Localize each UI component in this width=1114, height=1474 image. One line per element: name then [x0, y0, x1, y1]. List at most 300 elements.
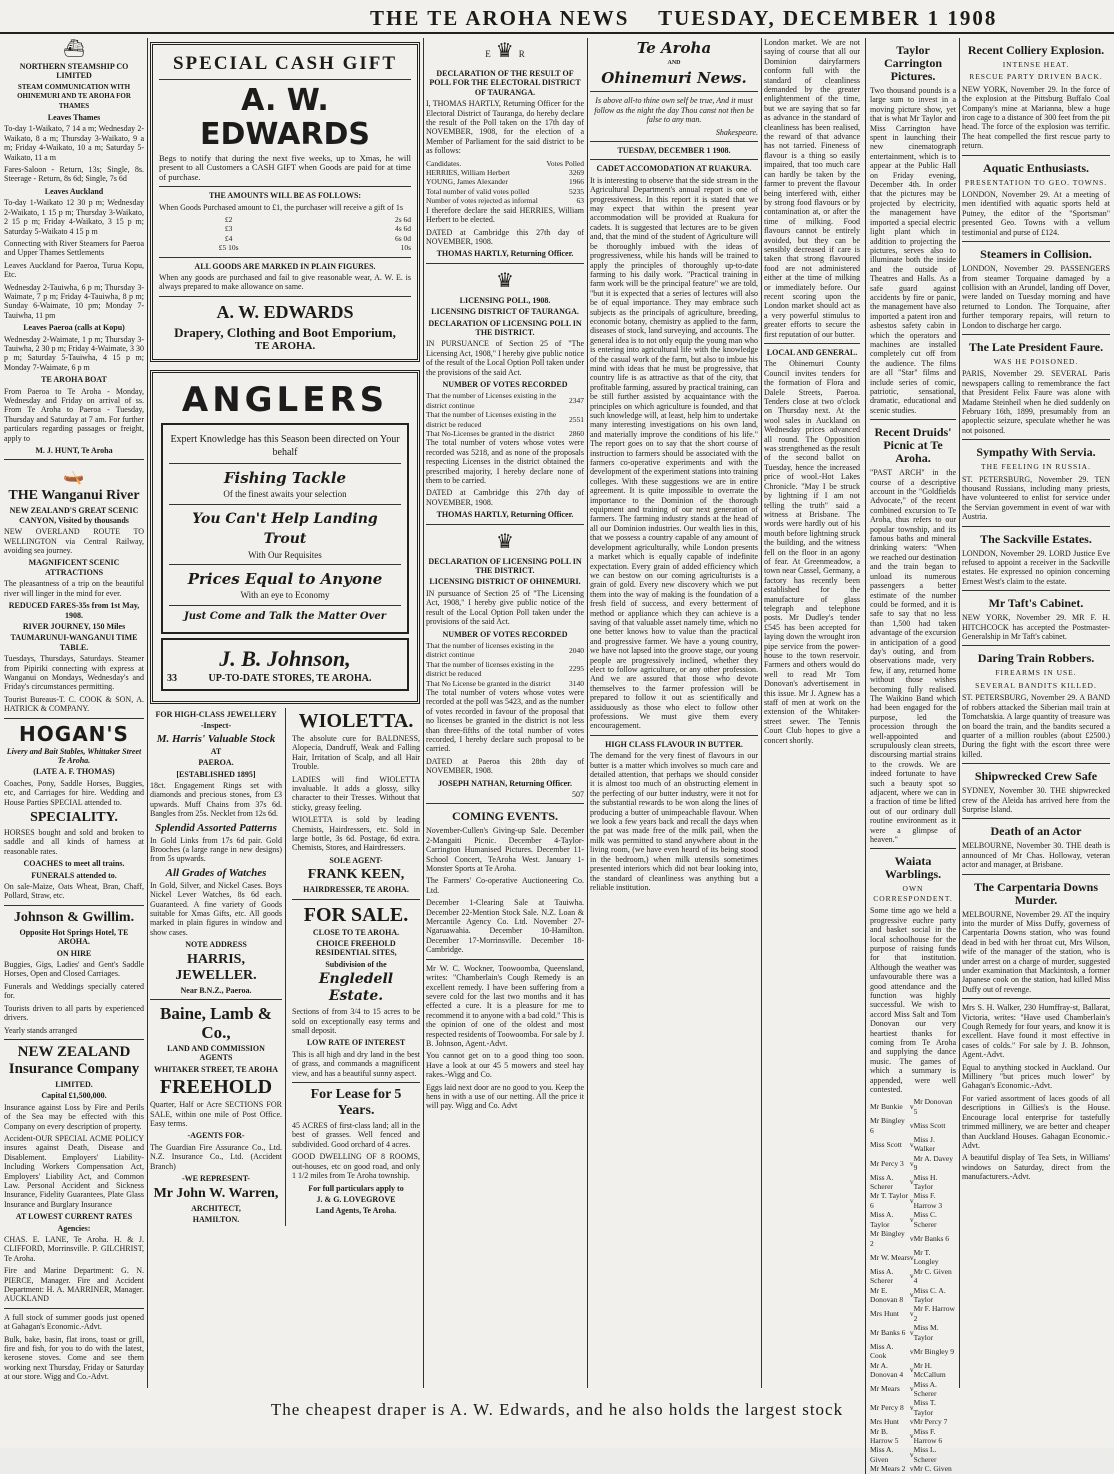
table-cell: Mr Banks 6: [913, 1233, 950, 1243]
candidates-table: [426, 159, 584, 206]
divider: [870, 419, 956, 420]
tauiwha-times: Wednesday 2-Tauiwha, 6 p m; Thursday 3-Waimate, 7 p m; Friday 4-Tauiwha, 8 p m; Sunday 6-Waimate, 10 pm; Monday 7-Tauiwha, 11 pm: [4, 282, 144, 320]
divider: [169, 504, 401, 505]
butter-continued: [764, 38, 860, 1474]
table-cell: Mr B. Harrow 5: [870, 1426, 899, 1446]
coming-events-title: COMING EVENTS.: [451, 809, 558, 824]
low-rate: LOW RATE OF INTEREST: [306, 1038, 406, 1048]
anglers-ad: [150, 370, 420, 704]
steamship-icon: ⛴: [63, 39, 85, 59]
table-cell: Mr F. Harrow 2: [913, 1304, 955, 1323]
sole-agent: SOLE AGENT-: [329, 855, 383, 865]
divider: [426, 803, 584, 804]
faure-title: The Late President Faure.: [968, 339, 1104, 354]
edwards-name: A. W. EDWARDS: [200, 83, 370, 152]
prices-equal: Prices Equal to Anyone: [187, 570, 383, 589]
colliery-sub: INTENSE HEAT.: [1002, 60, 1070, 69]
leaves-auckland: Leaves Auckland: [44, 186, 104, 196]
paper-name-2: Ohinemuri News.: [601, 69, 747, 88]
jb-num: 33: [167, 672, 177, 684]
divider: [590, 735, 758, 736]
hogans-ad: [4, 723, 144, 901]
divider: [962, 439, 1110, 440]
close-to: CLOSE TO TE AROHA.: [312, 927, 400, 937]
divider: [962, 155, 1110, 156]
harris-stock: M. Harris' Valuable Stock: [156, 732, 276, 745]
capital: Capital £1,500,000.: [41, 1091, 107, 1101]
dated-3: DATED at Paeroa this 28th day of NOVEMBER, 1908.: [426, 756, 584, 776]
variety-advt: For varied assortment of laces goods of all descriptions in Gillies's is the House. Encourage local enterprise for tastefully trimmed millinery, we are better and cheaper than Auckland Houses. Gahagan Economic.-Advt.: [962, 1093, 1110, 1150]
column-1: [4, 38, 144, 1383]
column-6: [962, 38, 1110, 1383]
licensing-district: LICENSING DISTRICT OF TAURANGA.: [431, 307, 579, 317]
table-cell: Mr T. Taylor 6: [870, 1191, 909, 1210]
full-particulars: For full particulars apply to: [308, 1183, 404, 1193]
wanganui-attractions: MAGNIFICENT SCENIC ATTRACTIONS: [28, 558, 120, 577]
declaration-text: I, THOMAS HARTLY, Returning Officer for the Electoral District of Tauranga, do hereby declare the result of the Poll taken on the 17th day of NOVEMBER, 1908, for the election of a Member of Parliament for the said district to be as follows:: [426, 99, 584, 156]
on-sale-note: On sale-Maize, Oats Wheat, Bran, Chaff, Pollard, Straw, etc.: [4, 882, 144, 901]
table-cell: v: [909, 1177, 914, 1187]
table-cell: Mr C. Given: [913, 1464, 952, 1474]
kopu-leaves: Leaves Paeroa (calls at Kopu): [23, 323, 125, 333]
table-cell: Miss L. Scherer: [913, 1445, 937, 1464]
faure-text: PARIS, November 29. SEVERAL Paris newspapers calling to remembrance the fact that President Felix Faure was alone with Madame Steinheil when he died suddenly on February 16th, 1899, presumably from an apoplectic seizure, speculate whether he was not poisoned.: [962, 369, 1110, 435]
declaration-3: DECLARATION OF LICENSING POLL IN THE DISTRICT.: [428, 556, 582, 576]
baine-lamb: Baine, Lamb & Co.,: [160, 1004, 272, 1043]
table-row: [870, 1380, 956, 1399]
table-cell: Miss C. Scherer: [913, 1210, 937, 1229]
robbers-sub: FIREARMS IN USE.: [995, 668, 1077, 678]
farmers-coop: The Farmers' Co-operative Auctioneering Co. Ltd.: [426, 876, 584, 895]
table-cell: Miss A. Taylor: [870, 1210, 894, 1229]
whitaker-st: WHITAKER STREET, TE AROHA: [153, 1064, 279, 1074]
paper-name-1: Te Aroha: [636, 39, 712, 57]
table-cell: Miss A. Cook: [870, 1341, 894, 1361]
butter-cont-text: London market. We are not saying of course that all our Dominion dairyfarmers conform full with the standard of cleanliness demanded by the greater enlightenment of the time, but we are saying that so far as advance in the standard of cleanliness has been realised, the reward of that advance has not tarried. Fineness of flavour is a thing so easily impaired, that too much care can hardly be taken by the farmer to prevent the flavour being interfered with, either by strong food flavours or by contamination at, or after the time of milking. Food flavours cannot be entirely avoided, but they can be sensibly decreased if care is taken that strong flavoured food are not administered either at the time of milking or immediately before. Our recent scoring upon the London market should act as a very powerful stimulus to greater efforts to secure the first reputation of our butter.: [764, 38, 860, 339]
landing-sub: With Our Requisites: [248, 549, 322, 560]
taylor-title: Taylor Carrington Pictures.: [884, 43, 942, 83]
butter-title: HIGH CLASS FLAVOUR IN BUTTER.: [605, 739, 743, 749]
table-row: [870, 1154, 956, 1173]
licensing-ohinemuri: LICENSING DISTRICT OF OHINEMURI.: [429, 577, 581, 587]
table-cell: Miss A. Scherer: [913, 1379, 937, 1398]
table-row: [870, 1173, 956, 1192]
servia-sub: THE FEELING IN RUSSIA.: [981, 462, 1091, 472]
editorial-date: TUESDAY, DECEMBER 1 1908.: [617, 146, 731, 156]
sections-text: Sections of from 3/4 to 15 acres to be sold on exceptionally easy terms and small deposit.: [292, 1007, 420, 1036]
tourist-bureau: Tourist Bureaus-T. C. COOK & SON, A. HATRICK & COMPANY.: [4, 694, 144, 714]
goods-marked: ALL GOODS ARE MARKED IN PLAIN FIGURES.: [194, 261, 376, 271]
faure-sub: WAS HE POISONED.: [993, 356, 1079, 366]
colliery-text: NEW YORK, November 29. In the force of the explosion at the Pittsburg Buffalo Coal Company's mine at Marianna, blew a huge iron cage to a distance of 300 feet from the pit head. The force of the explosion was terrific. The heat compelled the first rescue party to return.: [962, 84, 1110, 151]
table-row: [870, 1135, 956, 1154]
table-row: HERRIES, William Herbert 3269: [426, 168, 584, 178]
number-recorded-2: NUMBER OF VOTES RECORDED: [442, 629, 568, 639]
frank-keen: FRANK KEEN,: [307, 867, 405, 883]
paeroa-note: Leaves Auckland for Paeroa, Turua Kopu, Etc.: [4, 260, 144, 280]
colliery-sub-2: RESCUE PARTY DRIVEN BACK.: [969, 72, 1103, 82]
table-cell: Mr Donovan 5: [913, 1097, 953, 1116]
table-cell: Miss J. Walker: [913, 1135, 936, 1154]
table-cell: Mr A. Davey 9: [913, 1153, 953, 1173]
inspect: -Inspect-: [200, 721, 232, 731]
royal-crest: [426, 529, 584, 555]
divider: [962, 241, 1110, 242]
kopu-times: Wednesday 2-Waimate, 1 p m; Thursday 3-Tauiwha, 2 30 p m; Friday 4-Waimate, 3 30 p m; Saturday 5-Tauiwha, 4 15 p m; Monday 7-Waimate, 6 p m: [4, 334, 144, 372]
divider: [870, 848, 956, 849]
steam-service: STEAM COMMUNICATION WITH OHINEMURI AND TE AROHA FOR THAMES: [17, 82, 131, 110]
cadet-text: It is interesting to observe that the side stream in the Agricultural Department's annual report is one of progressiveness. In this report it is stated that we may expect that within the present year accommodation will be provided at Ruakura for cadets. It is suggested that lectures are to be given and, that the mind of the student of Agriculture will be thoroughly imbued with the ideas of progressiveness, while his hands will be trained to apply the principles of thoroughly up-to-date farming to his daily work. "Practical training in farm work will be the principal feature" we are told, "but it is expected that a series of lectures will also be of equal importance. They may embrace such subjects as the principals of agriculture, breeding, economic botany, chemistry as applied to the farm, diseases of stock, land surveying, and accounts. The general idea is to not only equip the young man who is entering into agricultural life with the knowledge of the casual work of the farm, but also to imbue his mind with ideas that he must be progressive, that country life is as attractive as that of the city, that profitable farming, assured by practical training, can be still further assisted by acquaintance with the principles on which agriculture is founded, and that such knowledge will, at least, help him to undertake many interesting investigations on his own land, and materially improve the conditions of his life." The report goes on to say that the short course of instruction to farmers should be associated with the farmers co-operative experiments and with the development of the experiment stations into training colleges. With these suggestions we are in entire agreement. It is quite impossible to overrate the importance to the Dominion of the thorough equipment and training of our next generation of farmers. The farming industry stands at the head of all our Dominion industries. Our wealth lies in this, that we possess a country capable of any amount of development agriculturally, while London presents a market which is equally capable of indefinite expectation. Every grain of added efficiency which we can bestow on our coming agriculturists is a grain of gold. Every new discovery which we put them into the way of making is the foundation of a fresh field of success, and every betterment of method or appliance which they can achieve is a saving of that valuable asset namely time, which no one better knows how to value than the practical and progressive farmer. We have a young country, we have not lapsed into the groove stage, our young people are progressively inclined, whether they elect to follow agriculture, or any other profession. And we are assured that those who devote themselves to the farmer profession will be prepared to follow it out as scientifically and assiduously as those who elect to follow other professions. We must give them every encouragement.: [590, 175, 758, 731]
table-cell: Miss F. Harrow 3: [913, 1191, 943, 1210]
table-cell: v: [909, 1417, 914, 1427]
land-agents: LAND AND COMMISSION AGENTS: [167, 1044, 265, 1063]
actor-text: MELBOURNE, November 30. THE death is announced of Mr Chas. Holloway, veteran actor and manager, at Brisbane.: [962, 841, 1110, 870]
carpentaria-text: MELBOURNE, November 29. AT the inquiry into the murder of Miss Duffy, governess of Carpentaria Downs station, who was found dead in bed with her throat cut, Mrs Wilson, wife of the manager of the station, who is under arrest on a charge of murder, suggested under examination that Mackintosh, a former Japanese cook on the station, had killed Miss Duffy out of revenge.: [962, 909, 1110, 994]
declaration-title: DECLARATION OF THE RESULT OF POLL FOR THE ELECTORAL DISTRICT OF TAURANGA.: [429, 69, 581, 97]
divider: [764, 343, 860, 344]
pursuance: IN PURSUANCE of Section 25 of "The Licensing Act, 1908," I hereby give public notice of the result of the Local Option Poll taken under the provisions of the said Act.: [426, 339, 584, 377]
table-cell: Mr Mears: [870, 1384, 900, 1394]
summer-goods-advt: A full stock of summer goods just opened at Gahagan's Economic.-Advt.: [4, 1312, 144, 1332]
declare-elected: I therefore declare the said HERRIES, William Herbert to be elected.: [426, 205, 584, 225]
established: [ESTABLISHED 1895]: [176, 769, 256, 779]
table-cell: v: [909, 1102, 914, 1112]
divider: [590, 141, 758, 142]
edwards-name-2: A. W. EDWARDS: [216, 301, 354, 322]
dated-1: DATED at Cambridge this 27th day of NOVEMBER, 1908.: [426, 227, 584, 246]
table-cell: Miss F. Harrow 6: [913, 1426, 943, 1446]
table-cell: v: [909, 1271, 914, 1281]
returning-2: THOMAS HARTLY, Returning Officer.: [436, 510, 574, 520]
wioletta-ad: [292, 708, 420, 1226]
steamship-ad: [4, 38, 144, 455]
table-row: £4 6s 0d: [224, 233, 411, 243]
table-row: That the number of licenses existing in the district be reduced 2295: [426, 659, 584, 679]
waiata-title: Waiata Warblings.: [884, 854, 942, 882]
table-row: [870, 1097, 956, 1116]
ohinemuri-table: [426, 641, 584, 688]
druids-text: "PAST ARCH" in the course of a descriptive account in the "Goldfields Advocate," of the recent combined excursion to Te Aroha, thus refers to our popular township, and its famous baths and mineral drinking waters: "When we reached our destination and the train began to unload its numerous passengers a better estimate of the number could be formed, and it is safe to say that no less than 1,500 had taken advantage of the excursion in anticipation of a good day's outing, and from observations made, very few, if any, returned home without those wishes becoming fully realised. The Waikino Band which had been engaged for the purpose, led the procession through the well-appointed and scrupulously clean streets, discoursing martial strains to the crowds. We are indeed fortunate to have such a beauty spot so adjacent, where we can in a fraction of time be lifted out of our ordinary dull routine environment as it were a glimpse of heaven.": [870, 468, 956, 845]
table-row: [870, 1304, 956, 1323]
thames-times: To-day 1-Waikato, 7 14 a m; Wednesday 2-Waikato, 8 a m; Thursday 3-Waikato, 9 a m; Friday 4-Waikato, 10 a m; Saturday 5-Waikato, 11 a m: [4, 124, 144, 162]
hairdresser: HAIRDRESSER, TE AROHA.: [303, 885, 409, 895]
amounts-table: [159, 215, 411, 253]
te-aroha-boat: TE AROHA BOAT: [41, 375, 107, 385]
table-row: YOUNG, James Alexander 1966: [426, 177, 584, 187]
table-row: That the number of Licenses existing in the district continue 2347: [426, 391, 584, 410]
table-cell: Mr H. McCallum: [913, 1360, 946, 1380]
goods-note: When any goods are purchased and fail to give reasonable wear, A. W. E. is always prepared to make allowance on same.: [159, 273, 411, 292]
masthead: [370, 6, 998, 31]
agencies: Agencies:: [57, 1223, 91, 1233]
hogans-sub: Livery and Bait Stables, Whittaker Street Te Aroha.: [6, 746, 142, 765]
servia-title: Sympathy With Servia.: [976, 445, 1096, 460]
harris-jeweller: HARRIS, JEWELLER.: [175, 951, 257, 983]
table-cell: Mrs Hunt: [870, 1309, 899, 1319]
auckland-times: To-day 1-Waikato 12 30 p m; Wednesday 2-Waikato, 1 15 p m; Thursday 3-Waikato, 2 15 p m; Friday 4-Waikato, 3 15 p m; Saturday 5-Waikato 4 15 p m: [4, 198, 144, 236]
johnson-sub: Opposite Hot Springs Hotel, TE AROHA.: [19, 927, 129, 947]
watches-text: In Gold, Silver, and Nickel Cases. Boys Nickel Lever Watches, 8s 6d each. Guaranteed. A fine variety of Goods suitable for Xmas Gifts, etc. All goods marked in plain figures in window and show cases.: [150, 880, 282, 937]
paper-name-and: AND: [667, 60, 681, 66]
column-divider: [587, 38, 588, 1388]
divider: [169, 564, 401, 565]
wioletta-ladies: LADIES will find WIOLETTA invaluable. It adds a glossy, silky character to their Tresses. Without that sticky, greasy feeling.: [292, 774, 420, 812]
table-row: That No-Licenses be granted in the district 2860: [426, 429, 584, 438]
masthead-rule: [0, 32, 1114, 34]
divider: [159, 186, 411, 187]
river-journey: RIVER JOURNEY, 150 Miles: [22, 621, 126, 631]
divider: [590, 91, 758, 92]
divider: [962, 763, 1110, 764]
table-cell: Miss M. Taylor: [913, 1323, 939, 1342]
table-cell: Mr T. Longley: [913, 1247, 939, 1267]
connecting-note: Connecting with River Steamers for Paeroa and Upper Thames Settlements: [4, 238, 144, 258]
table-row: [870, 1229, 956, 1248]
harris-near: Near B.N.Z., Paeroa.: [180, 985, 252, 995]
divider: [590, 159, 758, 160]
table-row: [870, 1210, 956, 1229]
divider: [962, 818, 1110, 819]
steamers-title: Steamers in Collision.: [980, 247, 1092, 262]
steamers-text: LONDON, November 29. PASSENGERS from steamer Torquaine damaged by a collision with an Arundel, landing off Dover, were landed on Tuesday morning and have returned to London. The Torquaine, after further temporary repairs, will return to London to discharge her cargo.: [962, 264, 1110, 330]
johnson-gwillim-ad: [4, 910, 144, 1035]
divider: [159, 296, 411, 297]
walker-advt: Mrs S. H. Walker, 230 Humffray-st, Ballarat, Victoria, writes: "Have used Chamberlain's Cough Remedy for four years, and know it is excellent. Have found it most effective in cases of colds." For sale by J. B. Johnson, Agent.-Advt.: [962, 1003, 1110, 1060]
masthead-date: TUESDAY, DECEMBER 1 1908: [658, 6, 998, 30]
divider: [159, 79, 411, 80]
divider: [426, 524, 584, 525]
high-dry: This is all high and dry land in the best of grass, and commands a magnificent view, and has a beautiful sunny aspect.: [292, 1049, 420, 1078]
table-row: [870, 1427, 956, 1446]
aquatic-title: Aquatic Enthusiasts.: [982, 160, 1090, 175]
table-cell: Miss C. A. Taylor: [913, 1285, 946, 1304]
tourists-note: Tourists driven to all parts by experienced drivers.: [4, 1003, 144, 1023]
edwards-intro: Begs to notify that during the next five weeks, up to Xmas, he will present to all Customers a CASH GIFT when Goods are paid for at time of purchase.: [159, 153, 411, 182]
table-cell: v: [909, 1431, 914, 1441]
table-cell: Miss T. Taylor: [913, 1398, 936, 1417]
subdivision: Subdivision of the: [325, 959, 387, 969]
table-row: Candidates. Votes Polled: [426, 158, 584, 168]
table-cell: v: [909, 1450, 914, 1460]
crown-icon: ♛: [495, 40, 514, 62]
bulk-advt: Bulk, bake, basin, flat irons, toast or grill, fire and fish, for you to do with the latest, kerosene stoves. Come and see them working next Thursday, Friday or Saturday at our store. Wigg and Co.-Advt.: [4, 1334, 144, 1382]
table-cell: Mr A. Donovan 4: [870, 1360, 904, 1380]
table-cell: Mr Banks 6: [870, 1327, 906, 1337]
table-row: [870, 1464, 956, 1473]
divider: [292, 899, 420, 900]
shipwreck-title: Shipwrecked Crew Safe: [974, 769, 1098, 784]
on-hire-text: Buggies, Gigs, Ladies' and Gent's Saddle Horses, Open and Closed Carriages.: [4, 960, 144, 979]
table-cell: v: [909, 1464, 914, 1474]
johnson-title: Johnson & Gwillim.: [13, 909, 135, 925]
steamship-name: NORTHERN STEAMSHIP CO LIMITED: [19, 62, 129, 81]
speciality-title: SPECIALITY.: [30, 810, 118, 825]
divider: [169, 463, 401, 464]
column-divider: [959, 38, 960, 1388]
table-row: [870, 1248, 956, 1267]
table-row: Total number of valid votes polled 5235: [426, 186, 584, 196]
table-row: That the number of Licenses existing in the district be reduced 2551: [426, 410, 584, 429]
divider: [150, 999, 282, 1000]
table-row: [870, 1361, 956, 1380]
john-warren: Mr John W. Warren,: [153, 1185, 279, 1201]
robbers-sub-2: SEVERAL BANDITS KILLED.: [975, 680, 1097, 690]
declaration-2: DECLARATION OF LICENSING POLL IN THE DISTRICT.: [428, 318, 582, 337]
column-5: [764, 38, 956, 1474]
weddings-note: Funerals and Weddings specially catered for.: [4, 981, 144, 1001]
table-row: [870, 1445, 956, 1464]
tea-advt: A beautiful display of Tea Sets, in Williams' windows on Saturday, direct from the manufacturers.-Advt.: [962, 1153, 1110, 1182]
sackville-title: The Sackville Estates.: [980, 531, 1092, 546]
jewellery-text: 18ct. Engagement Rings set with diamonds and precious stones, from £3 upwards. Muff Chains from 37s 6d. Bangles from 25s. Necklet from 12s 6d.: [150, 780, 282, 819]
table-row: £3 4s 6d: [224, 224, 411, 234]
taft-text: NEW YORK, November 29. MR F. H. HITCHCOCK has accepted the Postmaster-Generalship in Mr Taft's cabinet.: [962, 613, 1110, 642]
landing-trout: You Can't Help Landing Trout: [192, 510, 378, 547]
servia-text: ST. PETERSBURG, November 29. TEN thousand Russians, including many priests, have volunteered to enlist for service under the Servian government in event of war with Austria.: [962, 474, 1110, 522]
footer-advert: The cheapest draper is A. W. Edwards, and he also holds the largest stock: [270, 1400, 844, 1419]
divider: [962, 334, 1110, 335]
choice-freehold: CHOICE FREEHOLD RESIDENTIAL SITES,: [315, 939, 397, 958]
wanganui-route: NEW OVERLAND ROUTE TO WELLINGTON via Central Railway, avoiding sea journey.: [4, 527, 144, 556]
events-list: November-Cullen's Giving-up Sale. December 2-Mangaiti Picnic. December 4-Taylor-Carrington Humanised Pictures. December 11-School Concert, TeAroha West. January 1-Monster Sports at Te Aroha.: [426, 826, 584, 874]
ad-number: 507: [572, 790, 584, 799]
table-cell: Mr Bunkie: [870, 1102, 903, 1112]
jb-stores-row: [167, 674, 403, 683]
we-represent: -WE REPRESENT-: [182, 1174, 250, 1184]
masthead-title: THE TE AROHA NEWS: [370, 6, 630, 30]
jb-johnson-box: [161, 638, 409, 691]
table-row: [870, 1286, 956, 1305]
shipwreck-text: SYDNEY, November 30. THE shipwrecked crew of the Aleida has arrived here from the Surprise Island.: [962, 786, 1110, 814]
note-address: NOTE ADDRESS: [185, 940, 247, 950]
divider: [292, 1082, 420, 1083]
table-cell: v: [909, 1327, 914, 1337]
total-2: The total number of voters whose votes were recorded at the poll was 5423, and as the number of votes recorded in favour of the proposal that no licenses be granted in the district is not less than three-fifths of the total number of votes recorded, I hereby declare such proposal to be carried.: [426, 687, 584, 754]
table-cell: Miss A. Scherer: [870, 1266, 894, 1286]
table-row: [870, 1116, 956, 1135]
divider: [426, 263, 584, 264]
marine-dept: Fire and Marine Department: G. N. PIERCE, Manager. Fire and Accident Department: H. A. MARRINER, Manager. AUCKLAND: [4, 1266, 144, 1304]
just-come: Just Come and Talk the Matter Over: [184, 610, 386, 622]
col5-top: [764, 38, 956, 1474]
table-cell: v: [909, 1139, 914, 1149]
table-cell: Mr Bingley 9: [913, 1346, 955, 1356]
wioletta-text: The absolute cure for BALDNESS, Alopecia, Dandruff, Weak and Falling Hair, Irritation of Scalp, and all Hair Trouble.: [292, 733, 420, 772]
table-cell: Mr Mears 2: [870, 1464, 906, 1474]
table-cell: v: [909, 1158, 914, 1168]
table-cell: v: [909, 1290, 914, 1300]
taumarunui-title: TAUMARUNUI-WANGANUI TIME TABLE.: [10, 633, 138, 652]
divider: [4, 1039, 144, 1040]
divider: [962, 645, 1110, 646]
guardian: The Guardian Fire Assurance Co., Ltd. N.Z. Insurance Co., Ltd. (Accident Branch): [150, 1142, 282, 1171]
butter-text: The demand for the very finest of flavours in our butter is a matter which involves so much care and detailed attention, that perhaps we should consider it is almost too much of an obstructing element in the perfecting of our butter industry, were it not for the substantial rewards to be won along the lines of producing a butter of unimpeachable flavour. When we look a few years back and recall the days when the pat was made free of the milk pail, when the milk was permitted to stand anywhere about in the living room, (we have even heard of its being stood in the bedroom,) when milk utensils sometimes presented interiors which did not bear looking into, the standard of cleanliness was anything but a reliable institution.: [590, 751, 758, 892]
good-dwelling: GOOD DWELLING OF 8 ROOMS, out-houses, etc on good road, and only 1 1/2 miles from Te Aroha township.: [292, 1152, 420, 1181]
waiata-corr: OWN CORRESPONDENT.: [873, 884, 953, 903]
column-3: [426, 38, 584, 1383]
netting-advt: Eggs laid next door are no good to you. Keep the hens in with a use of our netting. All the price it will pay. Wigg and Co. Advt: [426, 1082, 584, 1111]
equal-advt: Equal to anything stocked in Auckland. Our Millinery "but prices much lower" by Gahagan's Economic.-Advt.: [962, 1062, 1110, 1091]
wanganui-title: THE Wanganui River: [8, 488, 140, 504]
cash-gift-ad: [150, 42, 420, 362]
nz-insurance-ad: [4, 1044, 144, 1304]
table-cell: Mr W. Mears: [870, 1252, 910, 1262]
reduced-fares: REDUCED FARES-35s from 1st May, 1908.: [8, 601, 140, 620]
mowers-advt: You cannot get on to a good thing too soon. Have a look at our 45 5 mowers and steel hay rakes.-Wigg and Co.: [426, 1051, 584, 1080]
column-divider: [761, 38, 762, 1388]
crown-icon: ♛: [496, 530, 514, 553]
table-cell: Mr Percy 7: [913, 1417, 948, 1427]
table-cell: v: [909, 1196, 914, 1206]
table-cell: v: [909, 1365, 914, 1375]
table-row: £2 2s 6d: [224, 215, 411, 225]
crown-icon: ♛: [496, 269, 514, 292]
table-cell: Miss H. Taylor: [913, 1172, 938, 1192]
column-4: [590, 38, 758, 1383]
table-cell: v: [909, 1252, 914, 1262]
local-title: LOCAL AND GENERAL.: [766, 348, 858, 357]
table-cell: Mr Bingley 2: [870, 1229, 905, 1248]
divider: [169, 605, 401, 606]
aquatic-sub: PRESENTATION TO GEO. TOWNS.: [964, 177, 1108, 187]
table-cell: Mr Bingley 6: [870, 1116, 905, 1135]
harris-ad: [150, 708, 286, 1226]
licensing-table: [426, 391, 584, 438]
table-cell: v: [909, 1384, 914, 1394]
harris-paeroa: PAEROA.: [198, 758, 234, 768]
number-recorded: NUMBER OF VOTES RECORDED: [442, 379, 568, 389]
carpentaria-title: The Carpentaria Downs Murder.: [973, 879, 1098, 907]
pursuance-2: IN pursuance of Section 25 of "The Licensing Act, 1908," I hereby give public notice of the result of the Local Option Poll taken under the provisions of the said Act.: [426, 588, 584, 627]
lease-text: 45 ACRES of first-class land; all in the best of grasses. Well fenced and subdivided. Good orchard of 4 acres.: [292, 1121, 420, 1149]
amounts-note: When Goods Purchased amount to £1, the purchaser will receive a gift of 1s: [159, 202, 403, 212]
royal-crest: E ♛ R: [485, 40, 525, 62]
yearly-note: Yearly stands arranged: [4, 1025, 77, 1035]
architect: ARCHITECT,: [191, 1203, 241, 1213]
returning-3: JOSEPH NATHAN, Returning Officer.: [438, 778, 572, 788]
divider: [962, 998, 1110, 999]
table-cell: Miss A. Scherer: [870, 1172, 894, 1192]
jb-stores: UP-TO-DATE STORES, TE AROHA.: [208, 672, 372, 684]
cadet-title: CADET ACCOMODATION AT RUAKURA.: [596, 164, 752, 174]
table-row: £5 10s 10s: [218, 243, 411, 253]
local-text: The Ohinemuri County Council invites tenders for the formation of Flora and Dalele Streets, Paeroa. Tenders close at two o'clock on Thursday next. At the wool sales in Auckland on Wednesday prices advanced all round. The Opposition was strengthened as the result of the second ballot on Tuesday, hence the increased price of wool.-Hot Lakes Chronicle. "May I be struck by lightning if I am not telling the truth" said a witness at Brisbane. The words were hardly out of his mouth before lightning struck the building, and the witness fell on the floor in an agony of fear. At Greenmeadow, a town near Cassel, Germany, a factory has recently been established for the manufacture of glass telegraph and telephone posts. Mr Dudley's tender £545 has been accepted for laying down the wrought iron pipe service from the power-house to the town reservoir. Farmers and others would do well to read Mr Tom Donovan's advertisement in this issue. Mr J. Agnew has a staff of men at work on the extension of the Whitaker-street sewer. The Tennis Court Club hopes to give a concert shortly.: [764, 359, 860, 745]
leaves-thames: Leaves Thames: [47, 113, 101, 123]
jewellery-title: FOR HIGH-CLASS JEWELLERY: [155, 709, 277, 719]
wioletta-title: WIOLETTA.: [298, 709, 414, 732]
table-cell: v: [909, 1309, 914, 1319]
all-grades: All Grades of Watches: [165, 866, 267, 879]
nz-limited: LIMITED.: [55, 1079, 93, 1089]
divider: [4, 718, 144, 719]
funerals-note: FUNERALS attended to.: [31, 870, 117, 880]
jb-johnson: J. B. Johnson,: [219, 645, 351, 671]
table-cell: v: [909, 1403, 914, 1413]
lovegrove: J. & G. LOVEGROVE: [316, 1194, 396, 1204]
fishing-tackle-sub: Of the finest awaits your selection: [223, 489, 347, 500]
col5-right: [865, 38, 956, 1474]
column-divider: [423, 38, 424, 1388]
table-cell: v: [909, 1214, 914, 1224]
divider: [426, 959, 584, 960]
divider: [4, 905, 144, 906]
colliery-title: Recent Colliery Explosion.: [967, 43, 1105, 57]
table-cell: v: [909, 1120, 914, 1130]
hamilton: HAMILTON.: [192, 1214, 240, 1224]
accident-text: Accident-OUR SPECIAL ACME POLICY insures against Death, Disease and Disablement. Employers' Liability-Including Workers Compensation Act, Employers' Liability Act, and Common Law. Personal Accident and Sickness Insurance, Fidelity Guarantees, Plate Glass Insurance and Burglary Insurance: [4, 1133, 144, 1209]
column-divider: [147, 38, 148, 1388]
column-2: [150, 38, 420, 1383]
